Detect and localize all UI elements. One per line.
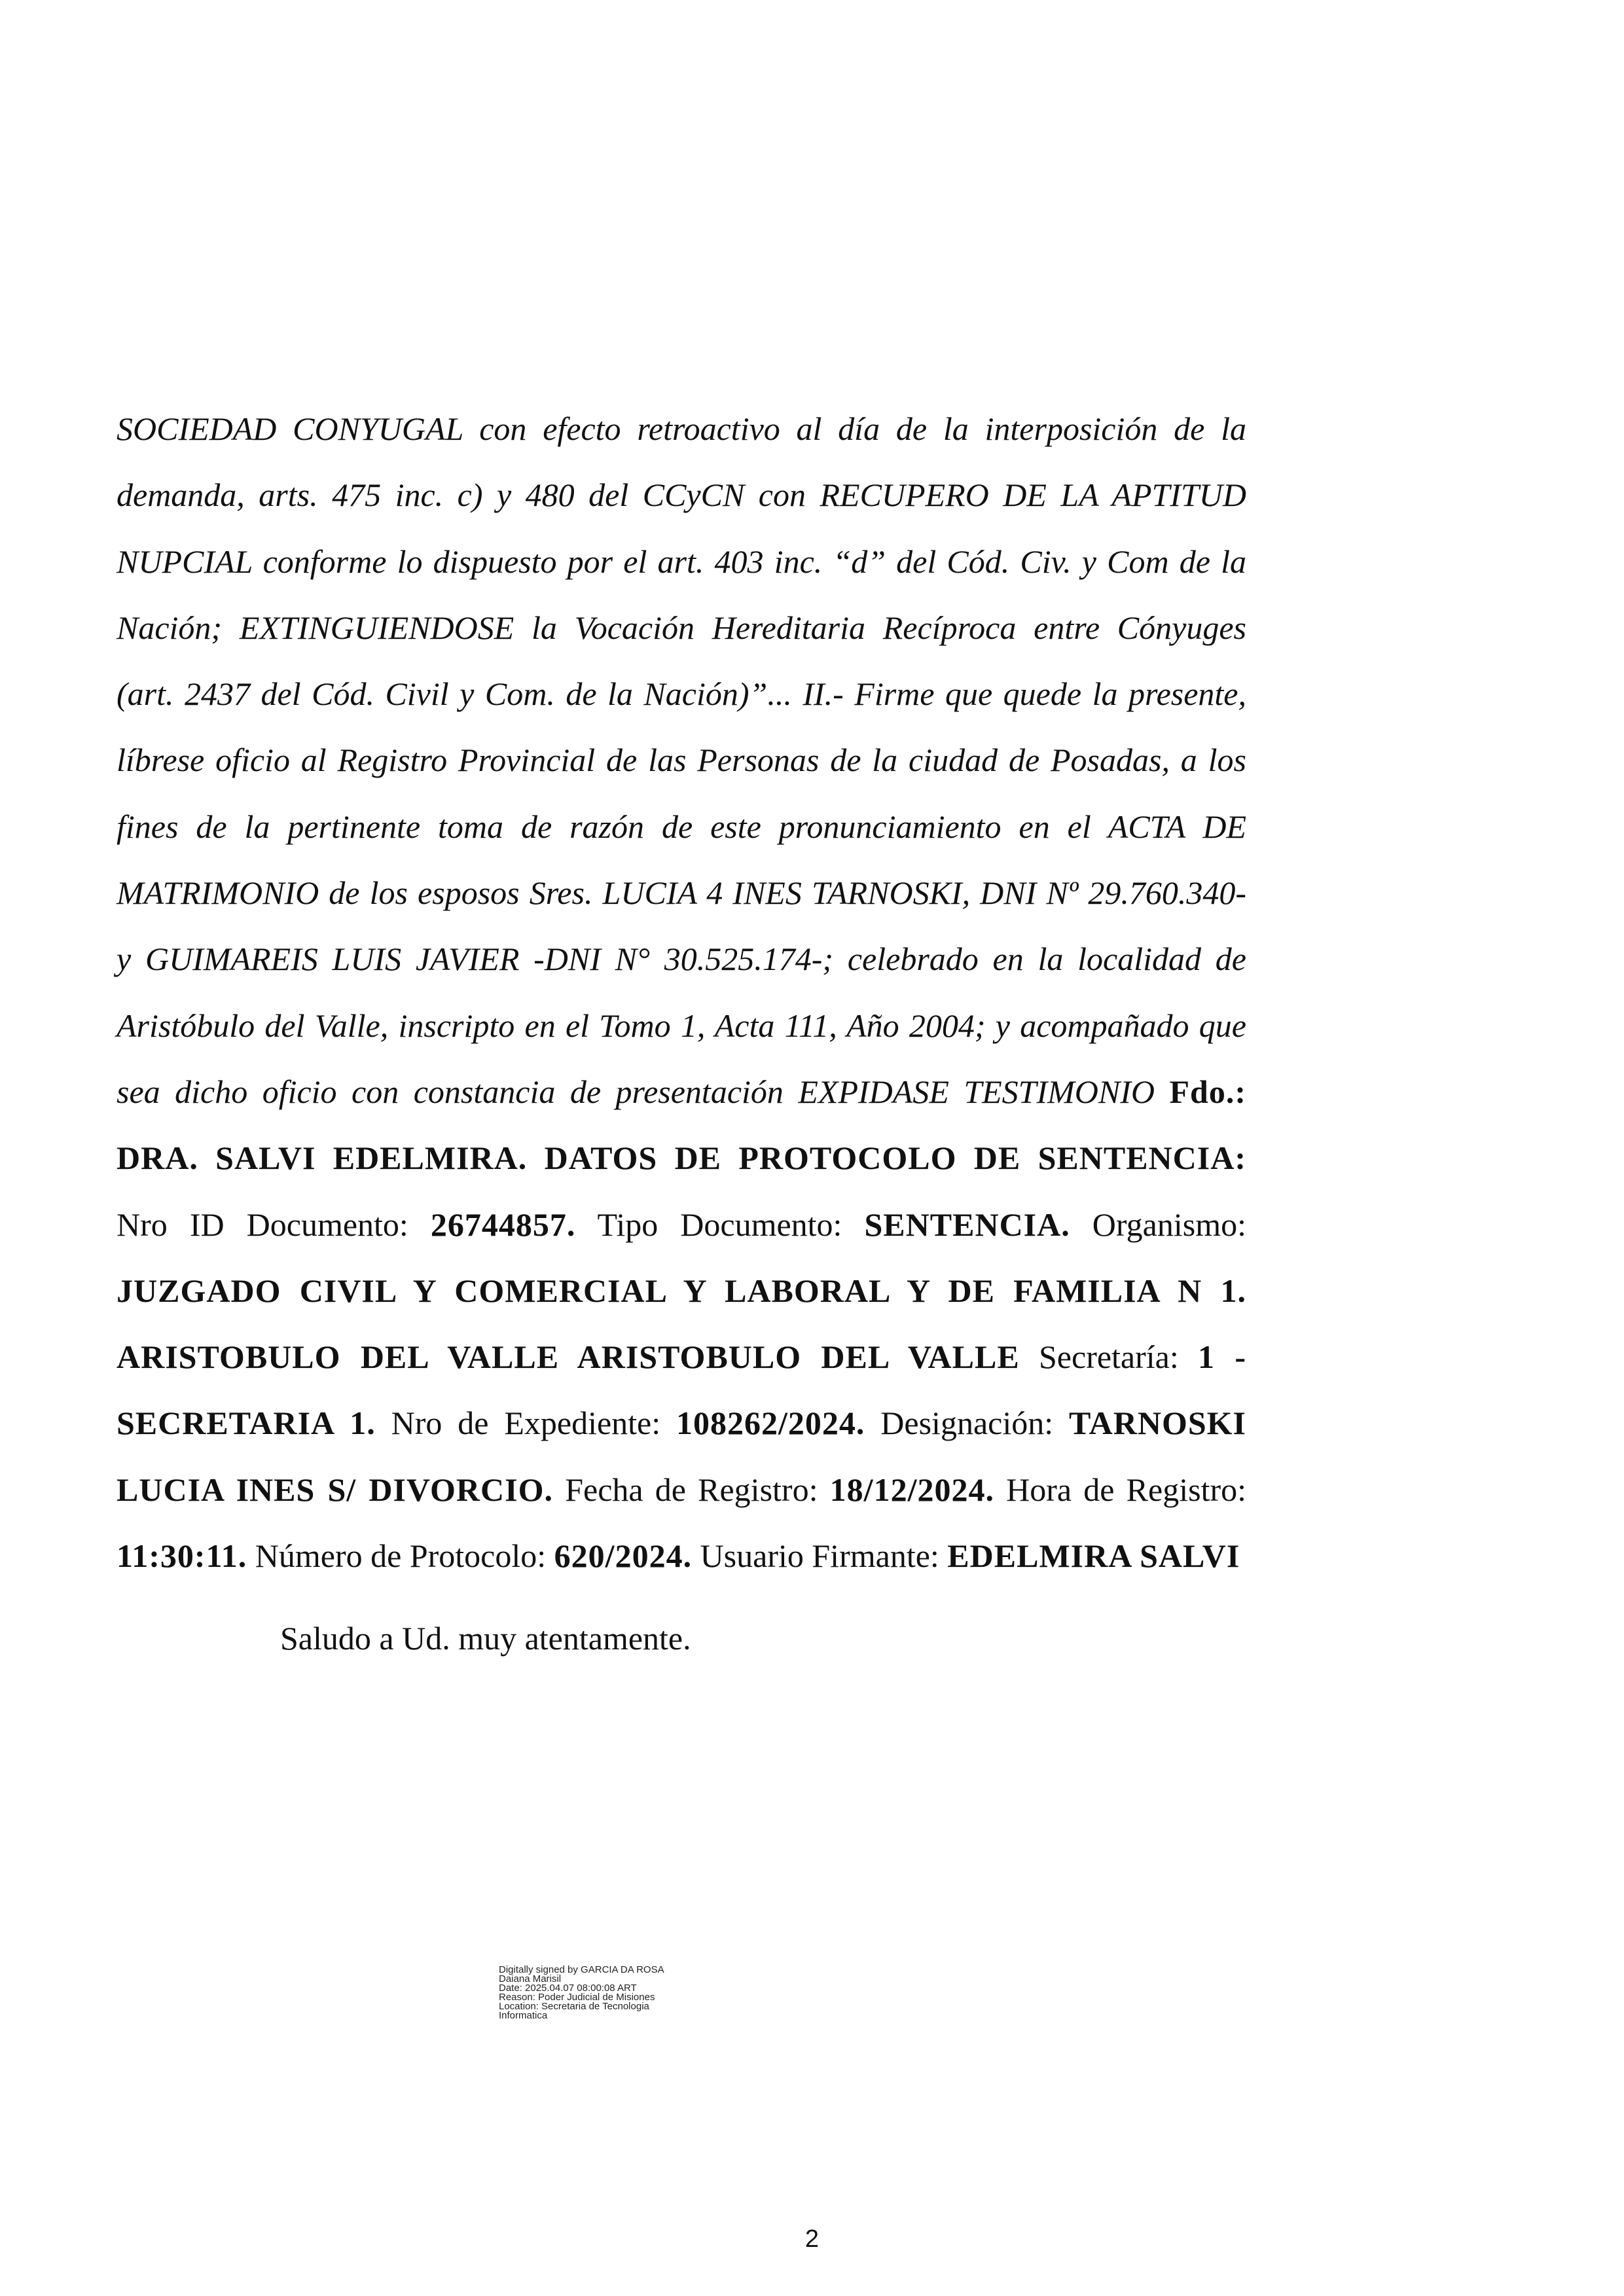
secretary-value: 1 - SECRETARIA 1. (117, 1338, 1246, 1442)
doc-type-label: Tipo Documento: (575, 1206, 865, 1243)
closing-salutation: Saludo a Ud. muy atentamente. (280, 1620, 691, 1657)
doc-id-label: Nro ID Documento: (117, 1206, 431, 1243)
file-number-label: Nro de Expediente: (375, 1405, 677, 1442)
file-number-value: 108262/2024. (676, 1405, 865, 1442)
designation-value: TARNOSKI LUCIA INES S/ DIVORCIO. (117, 1405, 1247, 1508)
doc-id-value: 26744857. (430, 1206, 576, 1243)
resolution-text: SOCIEDAD CONYUGAL con efecto retroactivo al día de la interposición de la demanda, arts. 475 inc. c) y 480 del CCyCN con RECUPERO DE LA APTITUD NUPCIAL conforme lo dispuesto por el art. 403 inc. “d” del Cód. Civ. y Com de la Nación; EXTINGUIENDOSE la Vocación Hereditaria Recíproca entre Cónyuges (art. 2437 del Cód. Civil y Com. de la Nación)”... II.- Firme que quede la presente, líbrese oficio al Registro Provincial de las Personas de la ciudad de Posadas, a los fines de la pertinente toma de razón de este pronunciamiento en el ACTA DE MATRIMONIO de los esposos Sres. LUCIA 4 INES TARNOSKI, DNI Nº 29.760.340- y GUIMAREIS LUIS JAVIER -DNI N° 30.525.174-; celebrado en la localidad de Aristóbulo del Valle, inscripto en el Tomo 1, Acta 111, Año 2004; y acompañado que sea dicho oficio con constancia de presentación EXPIDASE TESTIMONIO (117, 410, 1246, 1110)
protocol-number-value: 620/2024. (554, 1537, 693, 1575)
signature-line: Date: 2025.04.07 08:00:08 ART (499, 1982, 637, 1994)
signing-user-label: Usuario Firmante: (692, 1537, 948, 1575)
registry-time-label: Hora de Registro: (994, 1471, 1247, 1508)
organism-label: Organismo: (1070, 1206, 1246, 1243)
doc-type-value: SENTENCIA. (864, 1206, 1070, 1243)
registry-date-label: Fecha de Registro: (553, 1471, 830, 1508)
designation-label: Designación: (865, 1405, 1069, 1442)
signature-line: Informatica (499, 2010, 548, 2021)
signing-user-value: EDELMIRA SALVI (947, 1537, 1240, 1575)
registry-date-value: 18/12/2024. (829, 1471, 994, 1508)
secretary-label: Secretaría: (1019, 1338, 1199, 1376)
protocol-number-label: Número de Protocolo: (247, 1537, 554, 1575)
organism-value: JUZGADO CIVIL Y COMERCIAL Y LABORAL Y DE FAMILIA N 1. ARISTOBULO DEL VALLE ARISTOBULO DEL VALLE (117, 1272, 1246, 1376)
body-paragraph (117, 396, 1246, 1589)
page-number: 2 (804, 2225, 820, 2253)
signature-line: Daiana Marisil (499, 1973, 562, 1984)
signed-by-and-protocol-heading: Fdo.: DRA. SALVI EDELMIRA. DATOS DE PROTOCOLO DE SENTENCIA: (117, 1073, 1246, 1177)
registry-time-value: 11:30:11. (117, 1537, 247, 1575)
signature-line: Reason: Poder Judicial de Misiones (499, 1992, 655, 2003)
signature-line: Location: Secretaria de Tecnologia (499, 2001, 649, 2012)
digital-signature-block[interactable] (499, 1965, 702, 2020)
signature-line: Digitally signed by GARCIA DA ROSA (499, 1964, 664, 1975)
